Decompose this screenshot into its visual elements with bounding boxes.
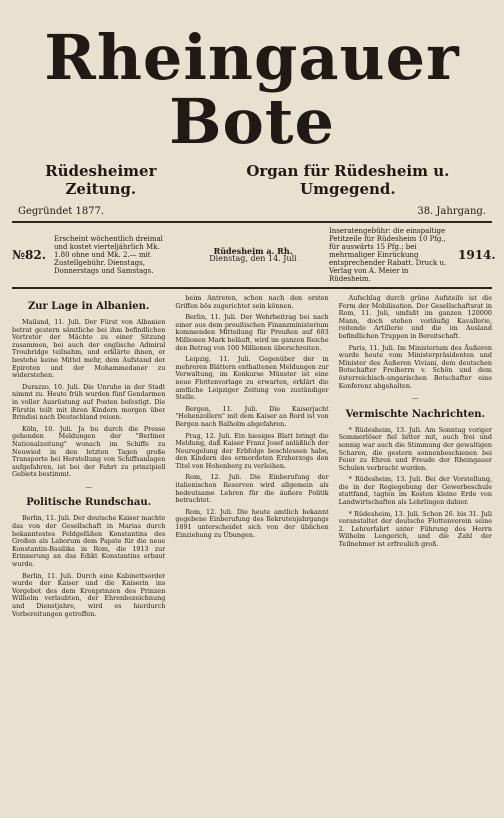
article-paragraph: * Rüdesheim, 13. Juli. Am Sonntag voriger Sommerlöser fiel bitter mit, auch frei und sonnig war auch die Stimmung der gewaltigen Scharen, die gestern sonnenbeschienen bei Feier zu Ehren und Freude der Rheingauer Schulen verbracht wurden. — [338, 425, 492, 472]
article-paragraph: Berlin, 11. Juli. Durch eine Kabinettsorder wurde der Kaiser und die Kaiserin ins Vorgebot des dem Kronprinzen des Prinzen Wilhelm verlaubten, der Ehrenbezeichnung und Dienstjahre, wird es hierdurch Vorbereitungen getroffen. — [12, 571, 166, 618]
subtitle-left: Rüdesheimer Zeitung. — [45, 162, 157, 198]
volume-label: 38. Jahrgang. — [417, 206, 486, 217]
subscription-notice: Erscheint wöchentlich dreimal und kostet vierteljährlich Mk. 1.80 ohne und Mk. 2.— mit Zustellgebühr. Dienstags, Donnerstags und Samstags. — [54, 235, 163, 275]
founded-row — [18, 206, 486, 217]
article-paragraph: Paris, 11. Juli. Im Ministerium des Äußeren wurde heute vom Ministerpräsidenten und Minister des Äußeren Viviani, dem deutschen Botschafter Freiherrn v. Schön und dem österreichisch-ungarischen Botschafter eine Konferenz abgehalten. — [338, 343, 492, 390]
subtitle-row — [12, 162, 492, 198]
article-paragraph: Rom, 12. Juli. Die Einberufung der italienischen Reserven wird allgemein als bedeutsame Lehren für die äußere Politik betrachtet. — [175, 473, 329, 505]
column-1 — [12, 295, 165, 622]
rule-bottom — [12, 287, 492, 289]
article-paragraph: Berlin, 11. Juli. Der deutsche Kaiser machte das von der Gesellschaft in Marias durch bekanntestes Feldgefäßen Konstantins des Großen als Laborum dem Papste für die neue Konstantin-Basilika in Rom, die 1913 zur Erinnerung an das Edikt Konstantins erbaut wurde. — [12, 514, 166, 569]
article-paragraph: * Rüdesheim, 13. Juli. Bei der Vorstellung, die in der Regiegebung der Gewerbeschule stattfand, tagten im Kosten kleine Erde von Landwirtschaften als Lehrlingen dahier. — [338, 475, 492, 507]
article-paragraph: Leipzig, 11. Juli. Gegenüber der in mehreren Blättern enthaltenen Meldungen zur Verwaltung, im Konkurse Münster ist eine neue Flottenvorlage zu erwarten, erklärt die amtliche Leipziger Zeitung von zuständiger Stelle. — [175, 355, 329, 402]
masthead — [12, 21, 492, 217]
heading-politics: Politische Rundschau. — [26, 497, 152, 509]
column-2 — [175, 295, 328, 622]
separator: — — [85, 482, 92, 491]
columns — [12, 295, 492, 622]
article-paragraph: Mailand, 11. Juli. Der Fürst von Albanien betrat gestern sämtliche bei ihm befindlichen Vertreter der Mächte zu einer Sitzung zusammen, bei auch der englische Admiral Troubridge teilnahm, und erklärte ihnen, er bestehe keine Mittel mehr, dem Aufstand der Epiroten und der Mohammedaner zu widerstehen. — [12, 318, 166, 380]
founded-label: Gegründet 1877. — [18, 206, 105, 217]
heading-miscellaneous: Vermischte Nachrichten. — [345, 408, 486, 420]
issue-year: 1914. — [458, 248, 496, 262]
issue-date-block — [183, 247, 323, 263]
article-paragraph: Prag, 12. Juli. Ein hiesiges Blatt bringt die Meldung, daß Kaiser Franz Josef anläßlich der Neuregelung der Erbfolge beschlossen habe, den Kindern des ermordeten Erzherzogs den Titel von Hohenberg zu verleihen. — [175, 431, 329, 470]
issue-place: Rüdesheim a. Rh. — [213, 246, 293, 256]
newspaper-title: Rheingauer Bote — [44, 21, 460, 158]
column-3 — [339, 295, 492, 622]
issue-number: №82. — [12, 248, 46, 262]
article-paragraph: Berlin, 11. Juli. Der Wehrbeitrag bei nach einer aus dem preußischen Finanzministerium kommenden Mitteilung für Preußen auf 603 Millionen Mark beläuft, wird im ganzen Reiche den Betrag von 100 Millionen überschreiten. — [175, 313, 329, 352]
subtitle-right: Organ für Rüdesheim u. Umgegend. — [246, 162, 450, 198]
article-paragraph: Bergen, 11. Juli. Die Kaiserjacht "Hohenzollern" mit dem Kaiser an Bord ist von Bergen nach Balholm abgefahren. — [175, 404, 329, 428]
article-paragraph: * Rüdesheim, 13. Juli. Schon 26. bis 31. Juli veranstaltet der deutsche Flottenverein seine 2. Lehrerfahrt unter Führung des Herrn Wilhelm Lengerich, und die Zahl der Teilnehmer ist erfreulich groß. — [338, 509, 492, 549]
rule-top — [12, 221, 492, 223]
advert-notice: Inseratengebühr: die einspaltige Petitzeile für Rüdesheim 10 Pfg., für auswärts 15 Pfg.; bei mehrmaliger Einrückung entsprechender Rabatt. Druck u. Verlag von A. Meier in Rüdesheim. — [329, 227, 447, 283]
issue-infobar — [12, 227, 496, 283]
issue-date: Dienstag, den 14. Juli — [209, 254, 297, 263]
separator: — — [412, 394, 419, 403]
article-paragraph: beim Antreten, schon nach den ersten Griffen bös zugerichtet sein können. — [175, 295, 329, 310]
article-paragraph: Durazzo, 10. Juli. Die Unruhe in der Stadt nimmt zu. Heute früh wurden fünf Gendarmen in voller Ausrüstung auf Posten befestigt. Die Fürstin teilt mit ihren Kindern morgen über Brindisi nach Deutschland reisen. — [12, 382, 166, 422]
article-paragraph: Aufschlag durch grüne Aufsteife ist die Form der Mobilisation. Der Gesellschaftsrat in Rom, 11. Juli, umfaßt im ganzen 120000 Mann, doch stehen vorläufig Kavallerie, reitende Artillerie und die im Ausland befindlichen Truppen in Bereitschaft. — [338, 295, 492, 340]
article-paragraph: Rom, 12. Juli. Die heute amtlich bekannt gegebene Einberufung des Rekrutenjahrgangs 1891 unterscheidet sich von der üblichen Einziehung zu Übungen. — [175, 507, 329, 539]
heading-albania: Zur Lage in Albanien. — [27, 301, 150, 312]
article-paragraph: Köln, 10. Juli. Ja bu durch die Presse gehenden Meldungen der "Berliner Nationalzeitung" wonach im Schiffe zu Neuwied in den letzten Tagen große Transporte bei Herstellung von Schiffsanlagen aufgefahren, ist bei der Fahrt zu prinzipiell Gebiets bestimmt. — [12, 424, 166, 479]
